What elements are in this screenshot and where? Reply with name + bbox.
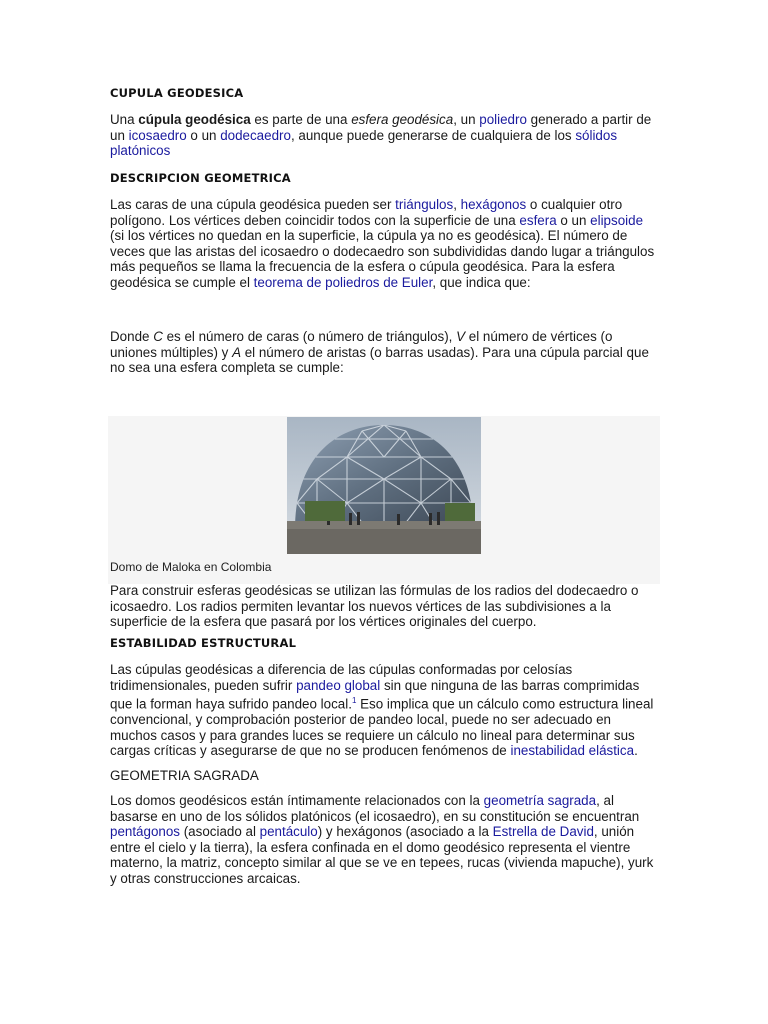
- estabilidad-paragraph: [110, 662, 660, 759]
- donde-paragraph: [110, 329, 660, 376]
- text: generado a partir de un: [110, 112, 652, 143]
- sagrada-paragraph: [110, 793, 660, 887]
- variable-a: A: [232, 344, 241, 360]
- text: sin que ninguna de las barras comprimidas que la forman haya sufrido pandeo local.: [110, 677, 640, 712]
- text: o un: [556, 212, 591, 228]
- link-teorema-euler[interactable]: teorema de poliedros de Euler: [253, 274, 433, 290]
- text: o un: [186, 127, 221, 143]
- text: (asociado al: [180, 824, 260, 840]
- link-esfera[interactable]: esfera: [519, 212, 557, 228]
- descripcion-paragraph: [110, 197, 660, 291]
- text: el número de vértices (o uniones múltiples) y: [110, 329, 613, 360]
- italic-term: esfera geodésica: [351, 112, 454, 127]
- text: , aunque puede generarse de cualquiera de los: [290, 127, 576, 143]
- text: Las caras de una cúpula geodésica pueden ser: [110, 197, 396, 212]
- link-elipsoide[interactable]: elipsoide: [590, 212, 644, 228]
- link-icosaedro[interactable]: icosaedro: [128, 127, 187, 143]
- link-triangulos[interactable]: triángulos: [395, 197, 454, 212]
- text: (si los vértices no quedan en la superficie, la cúpula ya no es geodésica). El número de veces que las aristas del icosaedro o dodecaedro son subdivididas dando lugar a triángulos más pequeños se llama la frecuencia de la esfera o cúpula geodésica. Para la esfera geodésica se cumple el: [110, 228, 655, 290]
- link-poliedro[interactable]: poliedro: [479, 112, 527, 127]
- intro-paragraph: [110, 112, 660, 159]
- link-inestabilidad-elastica[interactable]: inestabilidad elástica: [510, 743, 635, 759]
- link-estrella-de-david[interactable]: Estrella de David: [492, 824, 594, 840]
- text: Las cúpulas geodésicas a diferencia de las cúpulas conformadas por celosías tridimensionales, pueden sufrir: [110, 662, 573, 693]
- photo-caption: Domo de Maloka en Colombia: [110, 560, 272, 574]
- text: .: [634, 743, 638, 759]
- bold-term: cúpula geodésica: [138, 112, 251, 127]
- text: ) y hexágonos (asociado a la: [317, 824, 493, 840]
- text: es el número de caras (o número de triángulos),: [162, 329, 457, 344]
- link-pentaculo[interactable]: pentáculo: [259, 824, 318, 840]
- text: , un: [453, 112, 480, 127]
- text: Eso implica que un cálculo como estructura lineal convencional, y comprobación posterior de pandeo local, puede no ser adecuado en muchos casos y para grandes luces se requiere un cálculo no lineal para determinar sus cargas críticas y asegurarse de que no se producen fenómenos de: [110, 696, 654, 759]
- text: , unión entre el cielo y la tierra), la esfera confinada en el domo geodésico representa el vientre materno, la matriz, concepto similar al que se ve en tepees, rucas (vivienda mapuche), yurk y otras construcciones arcaicas.: [110, 824, 654, 886]
- text: , al basarse en uno de los sólidos platónicos (el icosaedro), en su constitución se encuentran: [110, 793, 640, 824]
- text: Una: [110, 112, 139, 127]
- heading-geometria-sagrada: GEOMETRIA SAGRADA: [110, 768, 259, 783]
- link-dodecaedro[interactable]: dodecaedro: [220, 127, 291, 143]
- text: el número de aristas (o barras usadas). Para una cúpula parcial que no sea una esfera completa se cumple:: [110, 344, 649, 376]
- heading-descripcion: DESCRIPCION GEOMETRICA: [110, 171, 291, 185]
- radios-paragraph: Para construir esferas geodésicas se utilizan las fórmulas de los radios del dodecaedro o icosaedro. Los radios permiten levantar los nuevos vértices de las subdivisiones a la superficie de la esfera que pasará por los vértices originales del cuerpo.: [110, 583, 639, 630]
- link-solidos-platonicos[interactable]: sólidos platónicos: [110, 127, 618, 159]
- link-pandeo-global[interactable]: pandeo global: [296, 677, 381, 693]
- text: es parte de una: [250, 112, 352, 127]
- dome-photo: [287, 417, 481, 554]
- link-hexagonos[interactable]: hexágonos: [460, 197, 527, 212]
- page-title: CUPULA GEODESICA: [110, 86, 244, 100]
- variable-c: C: [153, 329, 163, 344]
- text: Donde: [110, 329, 154, 344]
- variable-v: V: [456, 329, 466, 344]
- text: o cualquier otro polígono. Los vértices deben coincidir todos con la superficie de una: [110, 197, 623, 228]
- text: , que indica que:: [432, 274, 531, 290]
- footnote-ref[interactable]: 1: [351, 696, 357, 706]
- text: Los domos geodésicos están íntimamente relacionados con la: [110, 793, 484, 808]
- heading-estabilidad: ESTABILIDAD ESTRUCTURAL: [110, 636, 297, 650]
- text: ,: [453, 197, 461, 212]
- link-pentagonos[interactable]: pentágonos: [110, 824, 180, 840]
- link-geometria-sagrada[interactable]: geometría sagrada: [483, 793, 597, 808]
